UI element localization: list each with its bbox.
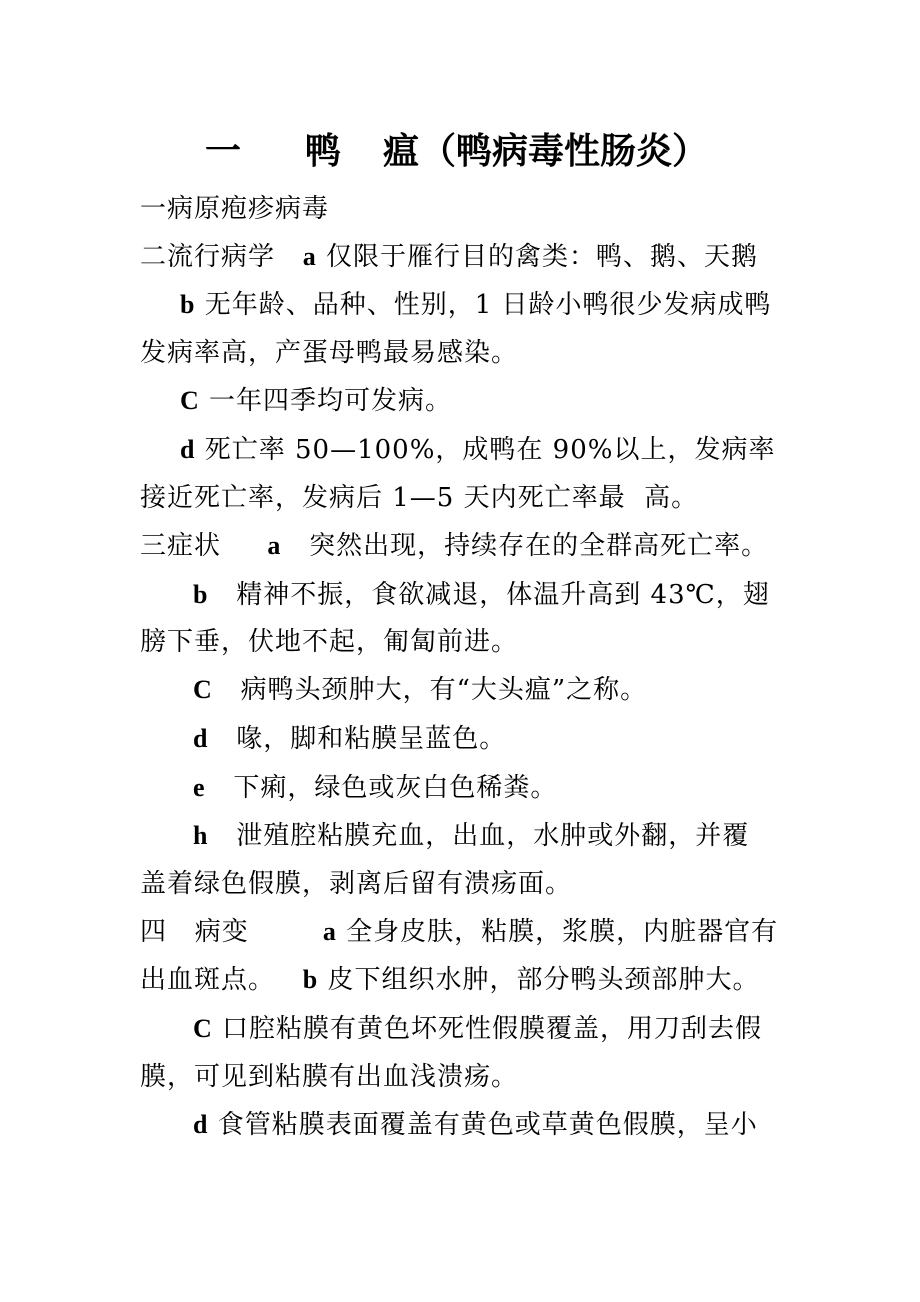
item-label: b (180, 290, 196, 319)
line-text: 膀下垂，伏地不起，匍匐前进。 (140, 627, 519, 657)
line-text: 无年龄、品种、性别，1 日龄小鸭很少发病成鸭 (195, 290, 772, 320)
item-label: d (193, 724, 209, 753)
line-text: 全身皮肤，粘膜，浆膜，内脏器官有 (336, 917, 779, 947)
line-text: 发病率高，产蛋母鸭最易感染。 (140, 338, 519, 368)
item-label: a (302, 242, 317, 271)
paragraph-line (193, 722, 506, 756)
line-text: 突然出现，持续存在的全群高死亡率。 (281, 531, 769, 561)
item-label: e (193, 773, 206, 802)
paragraph-line (193, 1108, 758, 1142)
section-heading: 四 病变 (140, 917, 323, 947)
item-label: b (193, 580, 209, 609)
line-text: 一年四季均可发病。 (199, 386, 453, 416)
paragraph-line (193, 771, 557, 805)
section-2-line (140, 240, 758, 274)
item-label: C (193, 1014, 213, 1043)
line-text: 精神不振，食欲减退，体温升高到 43℃，翅 (208, 580, 770, 610)
line-text: 皮下组织水肿，部分鸭头颈部肿大。 (318, 965, 760, 995)
line-text: 病鸭头颈肿大，有“大头瘟”之称。 (212, 675, 648, 705)
paragraph-line (193, 578, 770, 612)
title-number: 一 (205, 130, 242, 172)
paragraph-line (180, 384, 452, 418)
title-subtitle: （鸭病毒性肠炎） (420, 130, 709, 172)
item-label: C (180, 386, 200, 415)
line-text: 出血斑点。 (140, 965, 303, 995)
paragraph-line (140, 963, 760, 997)
paragraph-line (140, 625, 518, 659)
title-word2: 瘟 (383, 130, 420, 172)
section-3-line (140, 529, 768, 563)
line-text: 死亡率 50—100%，成鸭在 90%以上，发病率 (195, 435, 776, 465)
line-text: 接近死亡率，发病后 1—5 天内死亡率最 高。 (140, 483, 699, 513)
item-label: d (180, 435, 196, 464)
section-4-line (140, 915, 778, 949)
item-label: d (193, 1110, 209, 1139)
section-heading: 三症状 (140, 531, 268, 561)
line-text: 喙，脚和粘膜呈蓝色。 (208, 724, 507, 754)
paragraph-line (180, 288, 772, 322)
paragraph-line (193, 673, 647, 707)
paragraph-line (140, 481, 698, 515)
line-text: 膜，可见到粘膜有出血浅溃疡。 (140, 1062, 519, 1092)
paragraph-line (193, 819, 749, 853)
item-label: a (322, 917, 337, 946)
line-text: 盖着绿色假膜，剥离后留有溃疡面。 (140, 869, 573, 899)
line-text: 下痢，绿色或灰白色稀粪。 (205, 773, 558, 803)
paragraph-line (140, 336, 518, 370)
item-label: C (193, 675, 213, 704)
line-text: 仅限于雁行目的禽类：鸭、鹅、天鹅 (316, 242, 759, 272)
section-heading: 二流行病学 (140, 242, 303, 272)
section-1-line (140, 192, 329, 226)
line-text: 口腔粘膜有黄色坏死性假膜覆盖，用刀刮去假 (212, 1014, 763, 1044)
item-label: a (267, 531, 282, 560)
item-label: b (302, 965, 319, 994)
item-label: h (193, 821, 209, 850)
line-text: 一病原疱疹病毒 (140, 194, 330, 224)
paragraph-line (193, 1012, 762, 1046)
title-word1: 鸭 (305, 130, 342, 172)
paragraph-line (140, 1060, 518, 1094)
line-text: 食管粘膜表面覆盖有黄色或草黄色假膜，呈小 (208, 1110, 758, 1140)
paragraph-line (140, 867, 572, 901)
line-text: 泄殖腔粘膜充血，出血，水肿或外翻，并覆 (208, 821, 750, 851)
paragraph-line (180, 433, 775, 467)
